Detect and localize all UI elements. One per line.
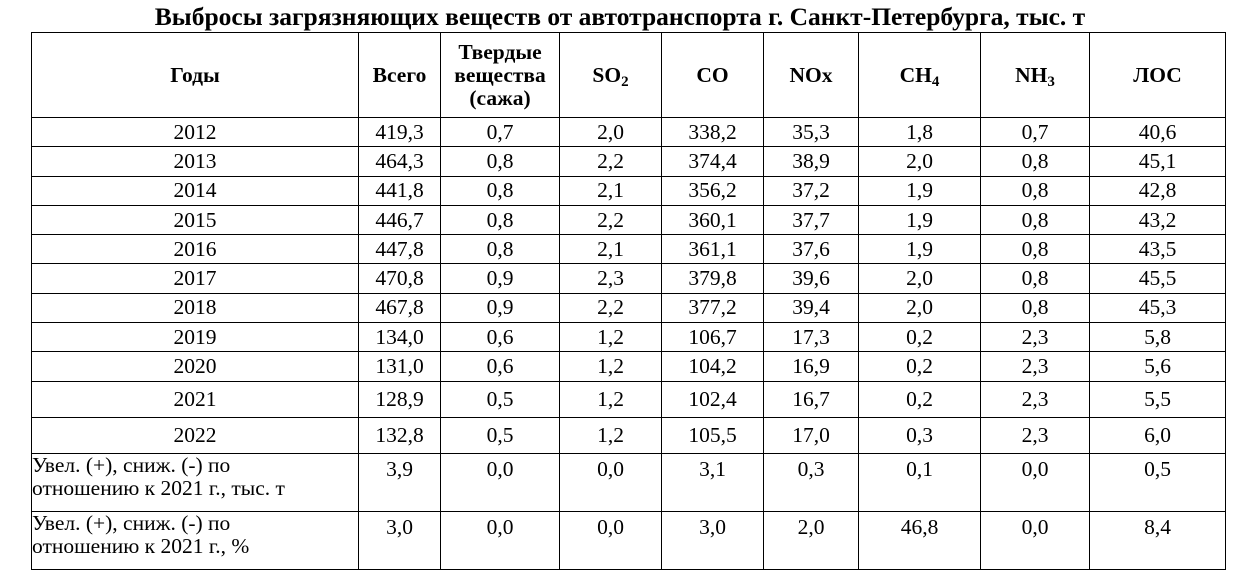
nox-cell: 37,7	[764, 205, 859, 234]
header-co: CO	[662, 33, 764, 118]
nox-summary-cell: 0,3	[764, 453, 859, 511]
total-cell: 447,8	[359, 235, 441, 264]
nox-cell: 16,7	[764, 381, 859, 417]
summary-label-line: Увел. (+), сниж. (-) по	[32, 510, 231, 535]
so2-summary-cell: 0,0	[560, 453, 662, 511]
header-nh3-base: NH	[1015, 62, 1048, 87]
header-row	[32, 33, 1226, 118]
nh3-cell: 0,8	[981, 264, 1090, 293]
voc-cell: 5,8	[1090, 323, 1226, 352]
voc-cell: 45,1	[1090, 147, 1226, 176]
voc-cell: 5,5	[1090, 381, 1226, 417]
header-solids-line3: (сажа)	[469, 85, 531, 110]
so2-cell: 2,3	[560, 264, 662, 293]
co-summary-cell: 3,0	[662, 511, 764, 569]
year-cell: 2013	[32, 147, 359, 176]
table-row	[32, 176, 1226, 205]
co-cell: 377,2	[662, 293, 764, 322]
nox-cell: 38,9	[764, 147, 859, 176]
ch4-summary-cell: 0,1	[859, 453, 981, 511]
header-total: Всего	[359, 33, 441, 118]
co-cell: 379,8	[662, 264, 764, 293]
year-cell: 2015	[32, 205, 359, 234]
total-cell: 441,8	[359, 176, 441, 205]
year-cell: 2014	[32, 176, 359, 205]
total-cell: 470,8	[359, 264, 441, 293]
solids-summary-cell: 0,0	[441, 511, 560, 569]
total-cell: 132,8	[359, 417, 441, 453]
total-cell: 131,0	[359, 352, 441, 381]
so2-summary-cell: 0,0	[560, 511, 662, 569]
header-voc: ЛОС	[1090, 33, 1226, 118]
solids-cell: 0,8	[441, 205, 560, 234]
nox-cell: 37,6	[764, 235, 859, 264]
co-cell: 105,5	[662, 417, 764, 453]
voc-cell: 45,5	[1090, 264, 1226, 293]
ch4-cell: 1,8	[859, 118, 981, 147]
nh3-cell: 2,3	[981, 352, 1090, 381]
so2-cell: 2,2	[560, 147, 662, 176]
solids-cell: 0,5	[441, 381, 560, 417]
emissions-table	[31, 32, 1226, 570]
summary-label	[32, 453, 359, 511]
so2-cell: 1,2	[560, 323, 662, 352]
header-so2-base: SO	[592, 62, 622, 87]
year-cell: 2018	[32, 293, 359, 322]
nh3-summary-cell: 0,0	[981, 511, 1090, 569]
nh3-cell: 0,8	[981, 176, 1090, 205]
table-row	[32, 352, 1226, 381]
co-cell: 356,2	[662, 176, 764, 205]
nox-cell: 39,6	[764, 264, 859, 293]
total-summary-cell: 3,0	[359, 511, 441, 569]
header-ch4	[859, 33, 981, 118]
header-so2	[560, 33, 662, 118]
voc-cell: 45,3	[1090, 293, 1226, 322]
year-cell: 2022	[32, 417, 359, 453]
so2-cell: 1,2	[560, 381, 662, 417]
header-ch4-sub: 4	[931, 73, 940, 90]
table-row	[32, 147, 1226, 176]
total-cell: 419,3	[359, 118, 441, 147]
table-row	[32, 264, 1226, 293]
nh3-cell: 0,8	[981, 293, 1090, 322]
so2-cell: 2,0	[560, 118, 662, 147]
nox-summary-cell: 2,0	[764, 511, 859, 569]
header-nh3-sub: 3	[1047, 73, 1055, 90]
ch4-cell: 2,0	[859, 147, 981, 176]
nox-cell: 17,0	[764, 417, 859, 453]
ch4-cell: 2,0	[859, 264, 981, 293]
solids-cell: 0,6	[441, 352, 560, 381]
summary-row	[32, 511, 1226, 569]
nh3-cell: 0,8	[981, 147, 1090, 176]
voc-cell: 5,6	[1090, 352, 1226, 381]
co-cell: 360,1	[662, 205, 764, 234]
nh3-cell: 2,3	[981, 417, 1090, 453]
voc-cell: 43,2	[1090, 205, 1226, 234]
voc-cell: 42,8	[1090, 176, 1226, 205]
header-ch4-base: CH	[899, 62, 932, 87]
nox-cell: 17,3	[764, 323, 859, 352]
total-summary-cell: 3,9	[359, 453, 441, 511]
nh3-cell: 2,3	[981, 381, 1090, 417]
table-row	[32, 417, 1226, 453]
solids-cell: 0,8	[441, 235, 560, 264]
so2-cell: 2,2	[560, 205, 662, 234]
total-cell: 467,8	[359, 293, 441, 322]
document-title: Выбросы загрязняющих веществ от автотранспорта г. Санкт-Петербурга, тыс. т	[154, 2, 1086, 31]
nox-cell: 37,2	[764, 176, 859, 205]
table-body	[32, 118, 1226, 570]
header-year: Годы	[32, 33, 359, 118]
header-solids-line1: Твердые	[458, 39, 542, 64]
solids-cell: 0,8	[441, 176, 560, 205]
year-cell: 2020	[32, 352, 359, 381]
year-cell: 2019	[32, 323, 359, 352]
nh3-cell: 0,7	[981, 118, 1090, 147]
co-cell: 338,2	[662, 118, 764, 147]
nox-cell: 16,9	[764, 352, 859, 381]
year-cell: 2017	[32, 264, 359, 293]
summary-label-line: отношению к 2021 г., тыс. т	[32, 475, 285, 500]
header-so2-sub: 2	[621, 73, 629, 90]
so2-cell: 2,2	[560, 293, 662, 322]
nh3-cell: 0,8	[981, 205, 1090, 234]
ch4-cell: 0,3	[859, 417, 981, 453]
ch4-cell: 0,2	[859, 352, 981, 381]
solids-cell: 0,6	[441, 323, 560, 352]
nh3-summary-cell: 0,0	[981, 453, 1090, 511]
co-cell: 102,4	[662, 381, 764, 417]
voc-cell: 6,0	[1090, 417, 1226, 453]
total-cell: 134,0	[359, 323, 441, 352]
table-row	[32, 323, 1226, 352]
table-row	[32, 205, 1226, 234]
summary-label	[32, 511, 359, 569]
voc-summary-cell: 0,5	[1090, 453, 1226, 511]
nh3-cell: 2,3	[981, 323, 1090, 352]
summary-row	[32, 453, 1226, 511]
solids-cell: 0,8	[441, 147, 560, 176]
year-cell: 2012	[32, 118, 359, 147]
voc-summary-cell: 8,4	[1090, 511, 1226, 569]
year-cell: 2021	[32, 381, 359, 417]
header-solids-line2: вещества	[454, 62, 546, 87]
summary-label-line: отношению к 2021 г., %	[32, 533, 250, 558]
voc-cell: 40,6	[1090, 118, 1226, 147]
solids-cell: 0,9	[441, 264, 560, 293]
total-cell: 464,3	[359, 147, 441, 176]
co-cell: 361,1	[662, 235, 764, 264]
solids-cell: 0,5	[441, 417, 560, 453]
ch4-cell: 1,9	[859, 235, 981, 264]
ch4-cell: 0,2	[859, 381, 981, 417]
ch4-cell: 1,9	[859, 205, 981, 234]
total-cell: 128,9	[359, 381, 441, 417]
solids-cell: 0,9	[441, 293, 560, 322]
so2-cell: 2,1	[560, 176, 662, 205]
nh3-cell: 0,8	[981, 235, 1090, 264]
ch4-summary-cell: 46,8	[859, 511, 981, 569]
summary-label-line: Увел. (+), сниж. (-) по	[32, 452, 231, 477]
nox-cell: 39,4	[764, 293, 859, 322]
ch4-cell: 1,9	[859, 176, 981, 205]
nox-cell: 35,3	[764, 118, 859, 147]
table-row	[32, 381, 1226, 417]
table-row	[32, 293, 1226, 322]
co-cell: 374,4	[662, 147, 764, 176]
solids-cell: 0,7	[441, 118, 560, 147]
so2-cell: 1,2	[560, 417, 662, 453]
co-cell: 106,7	[662, 323, 764, 352]
voc-cell: 43,5	[1090, 235, 1226, 264]
year-cell: 2016	[32, 235, 359, 264]
table-row	[32, 235, 1226, 264]
ch4-cell: 0,2	[859, 323, 981, 352]
ch4-cell: 2,0	[859, 293, 981, 322]
so2-cell: 2,1	[560, 235, 662, 264]
header-nh3	[981, 33, 1090, 118]
total-cell: 446,7	[359, 205, 441, 234]
co-cell: 104,2	[662, 352, 764, 381]
co-summary-cell: 3,1	[662, 453, 764, 511]
table-row	[32, 118, 1226, 147]
solids-summary-cell: 0,0	[441, 453, 560, 511]
header-solids	[441, 33, 560, 118]
so2-cell: 1,2	[560, 352, 662, 381]
header-nox: NOx	[764, 33, 859, 118]
